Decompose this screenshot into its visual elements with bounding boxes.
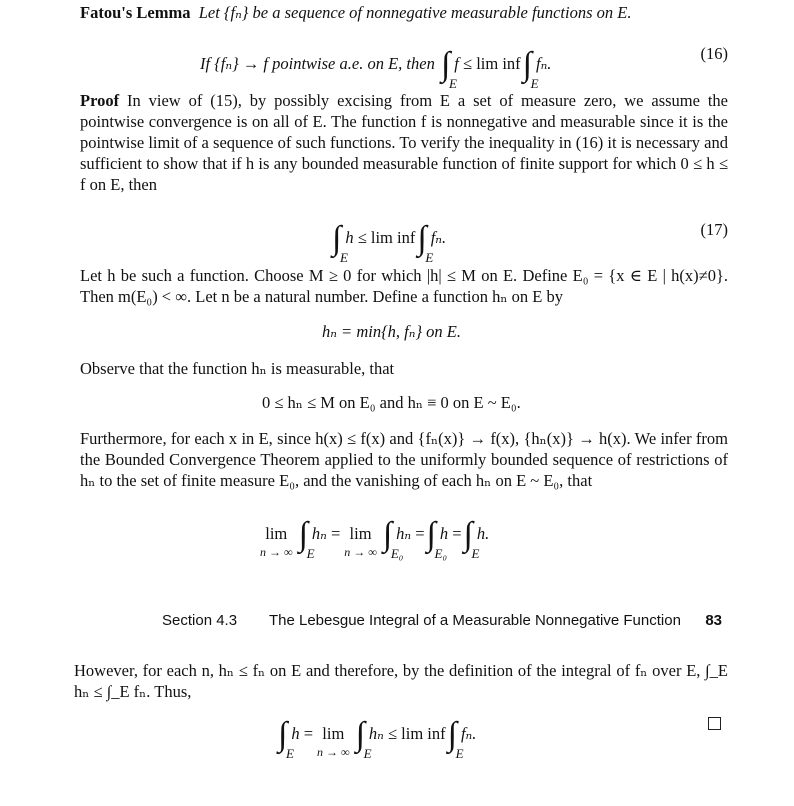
section-title: The Lebesgue Integral of a Measurable Nonnegative Function <box>268 612 681 629</box>
proof-paragraph-1: Proof In view of (15), by possibly excising from E a set of measure zero, we assume the pointwise convergence is on all of E. The function f is nonnegative and measurable since it is the pointwise limit of a sequence of such functions. To verify the inequality in (16) it is necessary and sufficient to show that if h is any bounded measurable function of finite support for which 0 ≤ h ≤ f on E, then <box>80 91 729 194</box>
lemma-text: Let {fₙ} be a sequence of nonnegative measurable functions on E. <box>198 3 632 22</box>
qed-square-icon <box>708 717 721 730</box>
integral-sign: ∫ E <box>522 46 539 91</box>
equation-bounds: 0 ≤ hₙ ≤ M on E₀ and hₙ ≡ 0 on E ~ E₀. <box>262 393 521 412</box>
equation-number-17: (17) <box>700 220 728 239</box>
proof-paragraph-5: However, for each n, hₙ ≤ fₙ on E and therefore, by the definition of the integral of fₙ over E, ∫_E hₙ ≤ ∫_E fₙ. Thus, <box>74 661 728 701</box>
equation-16-hypothesis: If {fₙ} → f pointwise a.e. on E, then <box>200 54 435 73</box>
equation-hn-definition: hₙ = min{h, fₙ} on E. <box>322 322 461 341</box>
proof-label: Proof <box>80 91 120 110</box>
page-number: 83 <box>705 612 722 629</box>
integral-sign: ∫ E <box>332 220 348 265</box>
equation-16: If {fₙ} → f pointwise a.e. on E, then ∫ E f ≤ lim inf ∫ E fₙ. <box>200 46 552 91</box>
integral-sign: ∫ E <box>278 716 294 761</box>
proof-paragraph-3: Observe that the function hₙ is measurable, that <box>80 359 395 378</box>
section-number: Section 4.3 <box>162 612 238 629</box>
equation-17: ∫ E h ≤ lim inf ∫ E fₙ. <box>332 220 447 265</box>
integral-sign: ∫ E <box>355 716 372 761</box>
integral-sign: ∫ E₀ <box>426 516 447 561</box>
running-head <box>162 612 722 629</box>
lemma-statement <box>80 2 728 23</box>
running-head-left <box>162 612 681 629</box>
integral-sign: ∫ E <box>417 220 434 265</box>
integral-sign: ∫ E <box>298 516 315 561</box>
integral-sign: ∫ E <box>463 516 480 561</box>
lemma-title: Fatou's Lemma <box>80 3 191 22</box>
integral-sign: ∫ E₀ <box>382 516 404 561</box>
equation-number-16: (16) <box>700 44 728 63</box>
integral-sign: ∫ E <box>440 46 457 91</box>
equation-limit-chain: lim n → ∞ ∫ E hₙ = lim n → ∞ ∫ E₀ hₙ = ∫ E₀ h = ∫ E h. <box>260 516 490 561</box>
proof-paragraph-2: Let h be such a function. Choose M ≥ 0 for which |h| ≤ M on E. Define E₀ = {x ∈ E | h(x)≠0}. Then m(E₀) < ∞. Let n be a natural number. Define a function hₙ on E by <box>80 266 728 306</box>
equation-final: ∫ E h = lim n → ∞ ∫ E hₙ ≤ lim inf ∫ E fₙ. <box>278 716 477 761</box>
proof-paragraph-4: Furthermore, for each x in E, since h(x) ≤ f(x) and {fₙ(x)} → f(x), {hₙ(x)} → h(x). We infer from the Bounded Convergence Theorem applied to the uniformly bounded sequence of restrictions of hₙ to the set of finite measure E₀, and the vanishing of each hₙ on E ~ E₀, that <box>80 429 728 490</box>
integral-sign: ∫ E <box>447 716 464 761</box>
